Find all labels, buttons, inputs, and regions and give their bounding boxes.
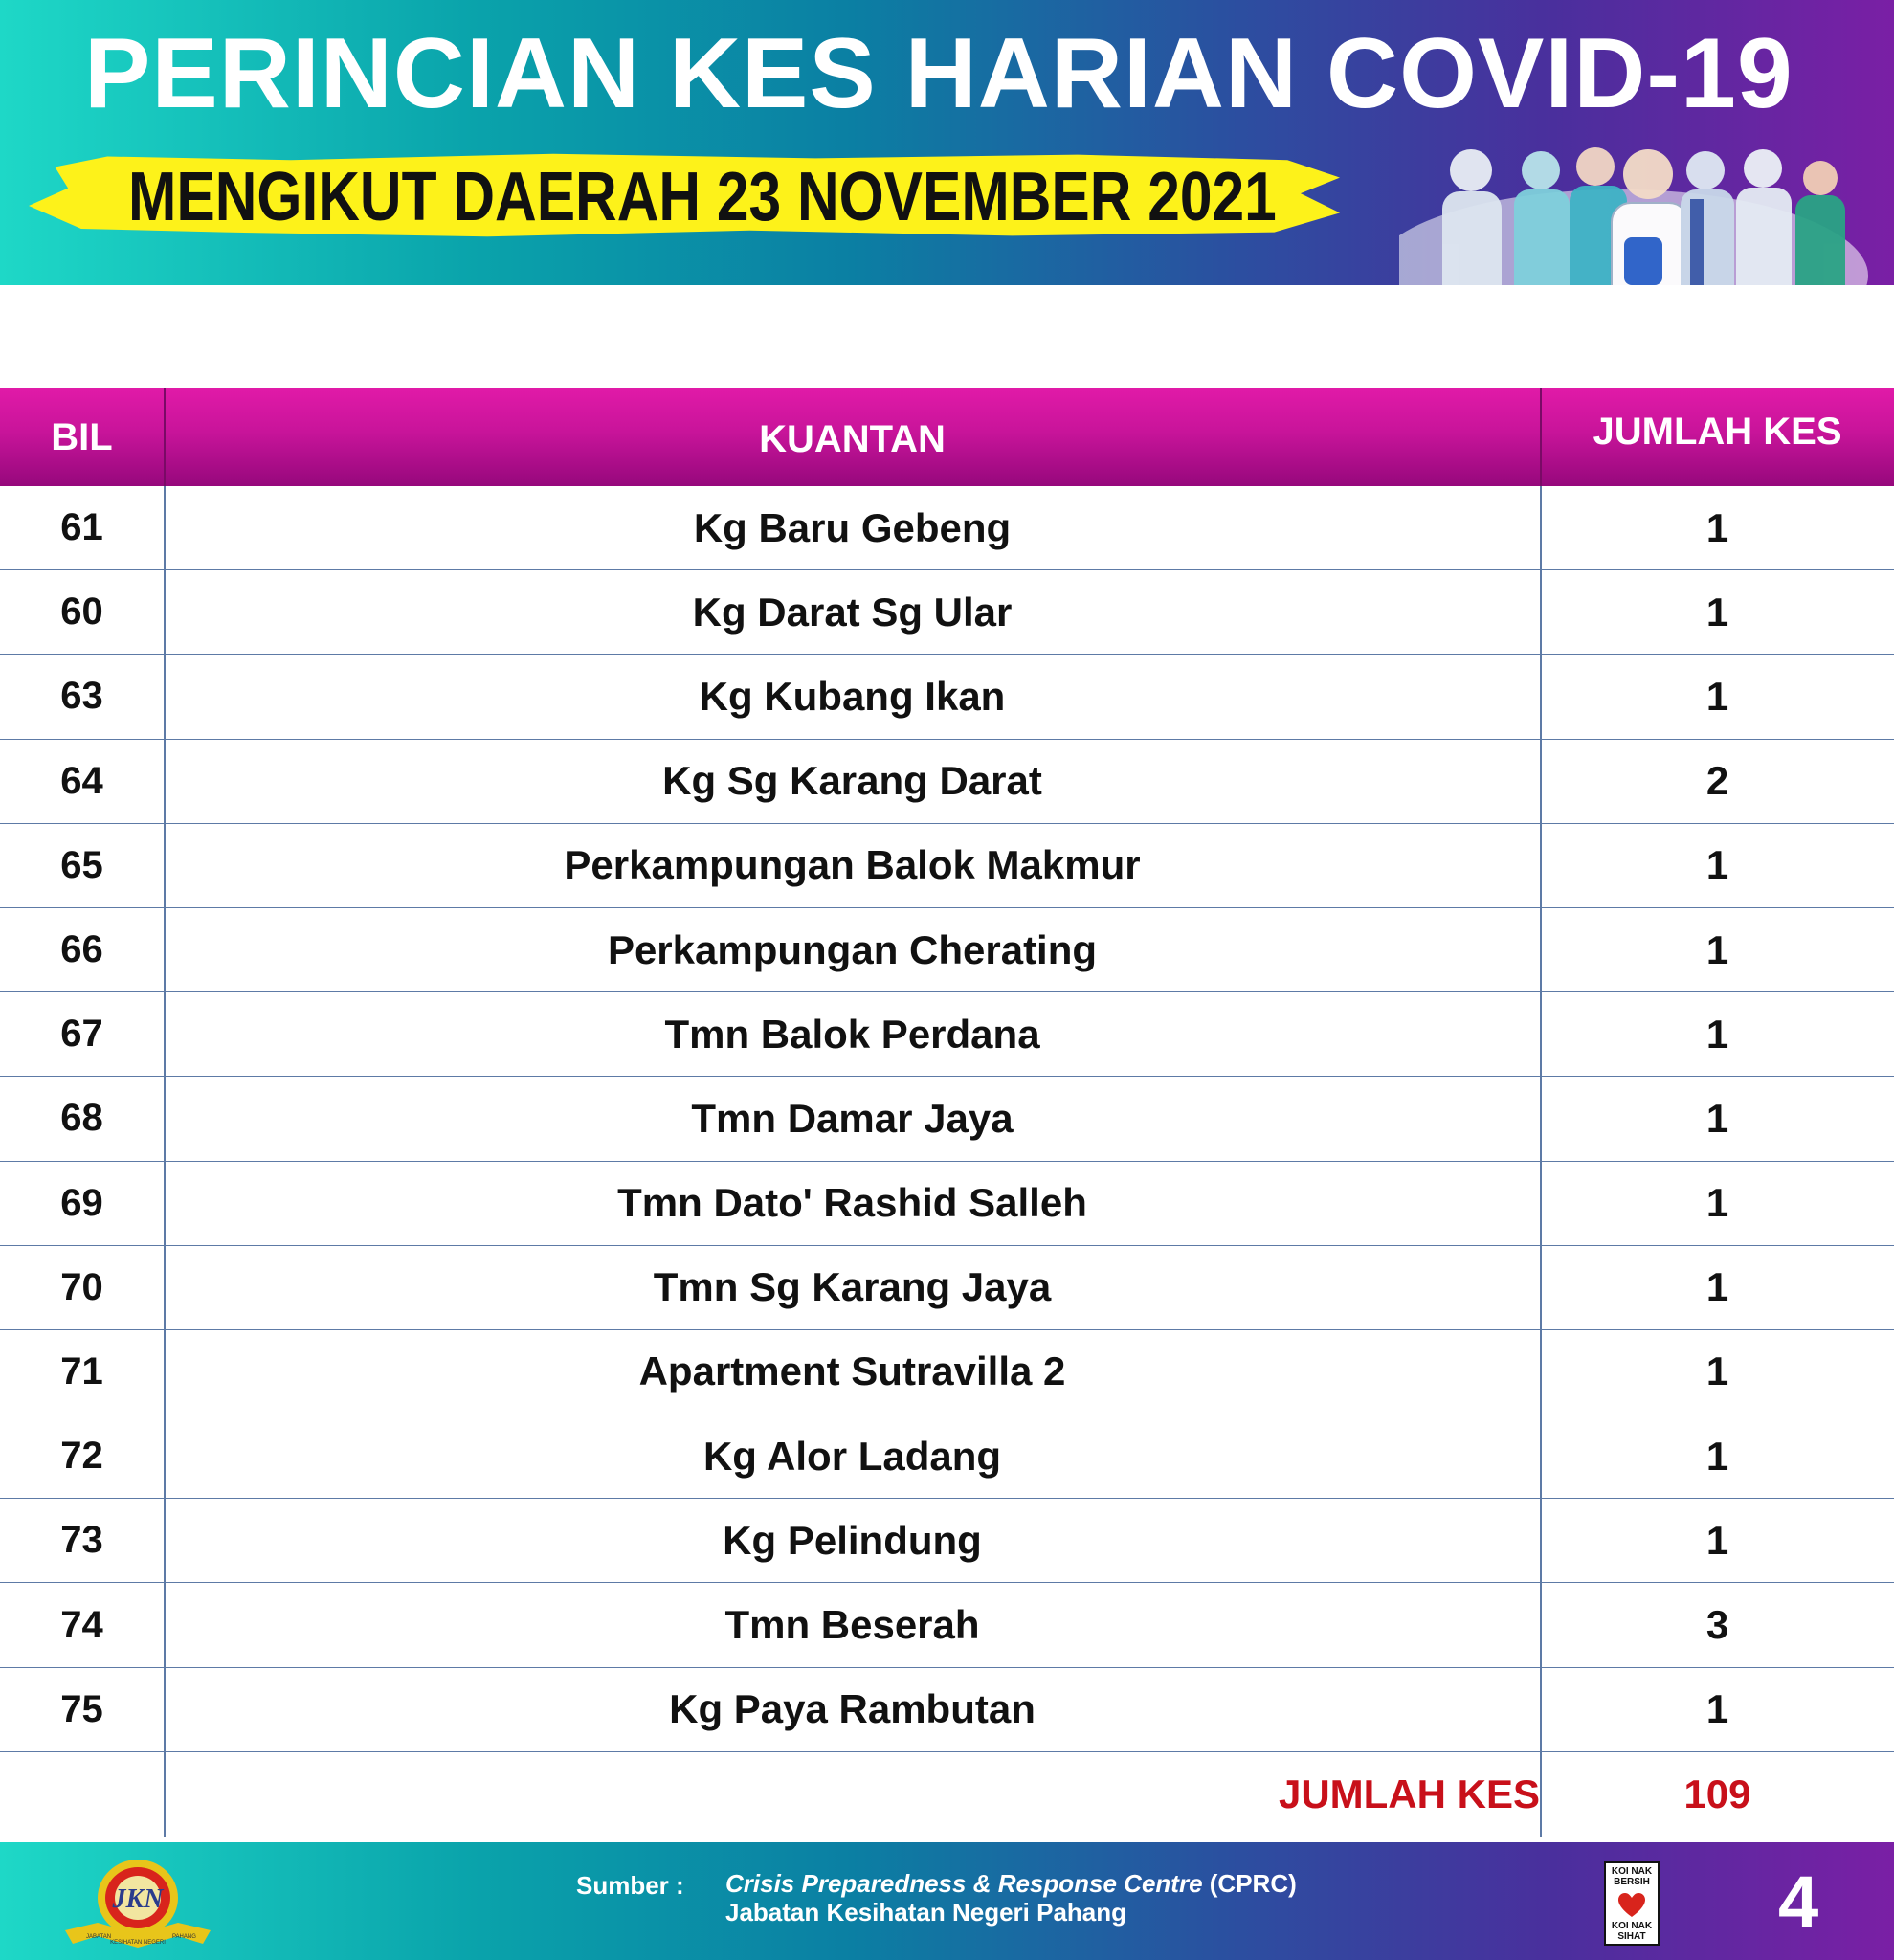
row-case-count: 1 [1705,1011,1729,1057]
table-row [0,824,1894,908]
row-bil: 74 [60,1603,103,1646]
table-row [0,1583,1894,1667]
row-bil: 71 [60,1349,103,1392]
heart-icon [1617,1892,1646,1919]
row-case-count: 1 [1705,1180,1729,1226]
row-case-count: 1 [1705,1686,1729,1732]
row-bil: 61 [60,506,103,549]
row-location: Kg Pelindung [723,1517,982,1563]
header-case-count: JUMLAH KES [1593,411,1842,453]
table-row [0,1077,1894,1161]
source-org-name: Crisis Preparedness & Response Centre [725,1869,1203,1898]
row-location: Apartment Sutravilla 2 [638,1348,1066,1394]
row-case-count: 1 [1705,1348,1729,1394]
row-case-count: 1 [1705,589,1729,635]
logo-ribbon-left: JABATAN [86,1934,112,1940]
table-row [0,570,1894,655]
jkn-logo [59,1856,217,1951]
table-row [0,1668,1894,1752]
row-bil: 68 [60,1097,103,1140]
row-bil: 67 [60,1013,103,1056]
footer-bar [0,1842,1894,1960]
row-bil: 65 [60,843,103,886]
header-district: KUANTAN [759,418,946,460]
logo-ribbon-right: PAHANG [172,1934,196,1940]
row-location: Tmn Balok Perdana [664,1011,1040,1057]
table-body [0,486,1894,1837]
row-bil: 73 [60,1519,103,1562]
table-row [0,1162,1894,1246]
table-row [0,992,1894,1077]
table-row [0,1330,1894,1414]
table-row [0,740,1894,824]
row-bil: 75 [60,1687,103,1730]
row-location: Kg Sg Karang Darat [662,758,1042,804]
row-location: Perkampungan Cherating [607,926,1098,972]
page-subtitle: MENGIKUT DAERAH 23 NOVEMBER 2021 [128,159,1277,235]
header-bil: BIL [51,416,113,458]
source-organisation [725,1869,1297,1899]
row-location: Kg Alor Ladang [702,1433,1002,1479]
row-location: Kg Paya Rambutan [669,1686,1036,1732]
row-case-count: 3 [1705,1602,1729,1648]
row-location: Tmn Beserah [724,1602,980,1648]
koi-nak-badge [1604,1861,1660,1946]
row-case-count: 1 [1705,926,1729,972]
row-location: Tmn Dato' Rashid Salleh [617,1180,1087,1226]
row-location: Tmn Damar Jaya [691,1095,1014,1141]
row-case-count: 1 [1705,842,1729,888]
banner-brush-edge [0,285,1894,390]
row-case-count: 1 [1705,1264,1729,1310]
table-row [0,1414,1894,1499]
header-banner [0,0,1894,285]
row-location: Kg Kubang Ikan [699,673,1006,719]
table-row [0,908,1894,992]
table-row [0,486,1894,570]
source-org-abbr: (CPRC) [1202,1869,1297,1898]
row-case-count: 1 [1705,1517,1729,1563]
total-label: JUMLAH KES [1278,1771,1540,1816]
row-location: Kg Darat Sg Ular [692,589,1013,635]
table-header [0,388,1894,486]
row-location: Kg Baru Gebeng [693,504,1012,550]
row-location: Perkampungan Balok Makmur [564,842,1141,888]
row-bil: 72 [60,1435,103,1478]
badge-top-text: KOI NAK BERSIH [1611,1866,1653,1887]
cases-table [0,388,1894,1837]
source-department: Jabatan Kesihatan Negeri Pahang [725,1898,1127,1927]
logo-text: JKN [112,1884,164,1914]
badge-bottom-text: KOI NAK SIHAT [1611,1921,1653,1942]
row-case-count: 1 [1705,504,1729,550]
page-title: PERINCIAN KES HARIAN COVID-19 [84,18,1794,129]
logo-ribbon-mid: KESIHATAN NEGERI [110,1940,166,1946]
row-case-count: 1 [1705,1095,1729,1141]
row-bil: 60 [60,590,103,634]
total-row [0,1752,1894,1837]
row-bil: 69 [60,1181,103,1224]
row-case-count: 1 [1705,1433,1729,1479]
row-case-count: 2 [1705,758,1729,804]
table-row [0,1499,1894,1583]
table-row [0,1246,1894,1330]
row-location: Tmn Sg Karang Jaya [653,1264,1052,1310]
row-bil: 70 [60,1265,103,1308]
table-row [0,655,1894,739]
row-case-count: 1 [1705,673,1729,719]
row-bil: 64 [60,759,103,802]
source-label: Sumber : [576,1871,684,1900]
page-number: 4 [1778,1861,1819,1943]
total-value: 109 [1683,1771,1751,1816]
row-bil: 63 [60,675,103,718]
row-bil: 66 [60,928,103,971]
